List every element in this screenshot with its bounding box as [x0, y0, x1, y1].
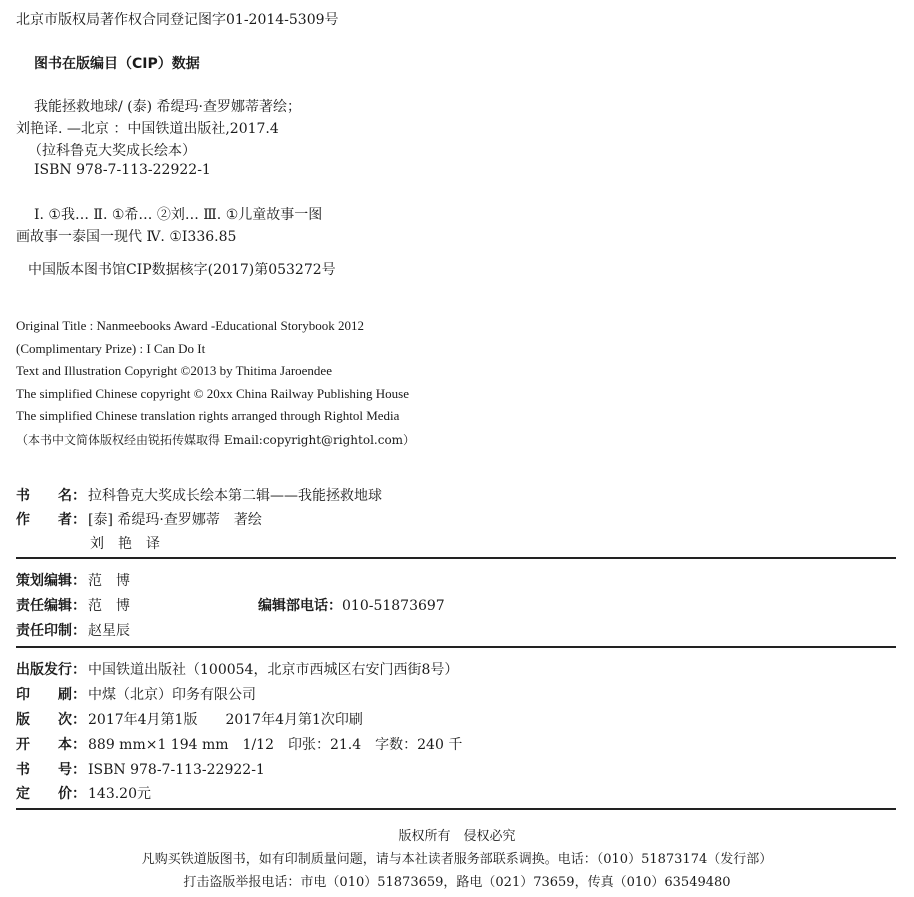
book-author-label: 作 者：	[16, 512, 86, 528]
edition-value: 2017年4月第1版 2017年4月第1次印刷	[88, 712, 363, 728]
publisher-value: 中国铁道出版社（100054，北京市西城区右安门西街8号）	[88, 662, 459, 678]
book-author-value: [泰] 希缇玛·查罗娜蒂 著绘	[88, 512, 262, 528]
cip-class-2: 画故事一泰国一现代 Ⅳ. ①I336.85	[16, 229, 237, 245]
cip-heading: 图书在版编目（CIP）数据	[34, 56, 200, 72]
publisher-label: 出版发行：	[16, 662, 86, 678]
isbn-value: ISBN 978-7-113-22922-1	[88, 762, 265, 778]
original-line-3: Text and Illustration Copyright ©2013 by Thitima Jaroendee	[16, 363, 332, 378]
book-translator: 刘 艳 译	[90, 536, 160, 552]
original-line-4: The simplified Chinese copyright © 20xx China Railway Publishing House	[16, 386, 409, 401]
responsible-editor-label: 责任编辑：	[16, 598, 86, 614]
printing-supervisor-row	[16, 620, 130, 640]
original-line-1: Original Title : Nanmeebooks Award -Educational Storybook 2012	[16, 318, 364, 333]
editorial-phone	[258, 595, 445, 615]
editorial-phone-value: 010-51873697	[342, 598, 445, 614]
isbn-label: 书 号：	[16, 762, 86, 778]
divider-3	[16, 808, 896, 810]
printer-row	[16, 684, 256, 704]
original-line-2: (Complimentary Prize) : I Can Do It	[16, 341, 206, 356]
book-title-label: 书 名：	[16, 488, 86, 504]
cip-class-1: Ⅰ. ①我… Ⅱ. ①希… ②刘… Ⅲ. ①儿童故事一图	[34, 207, 323, 223]
format-value: 889 mm×1 194 mm 1/12 印张：21.4 字数：240 千	[88, 737, 463, 753]
price-label: 定 价：	[16, 786, 86, 802]
edition-row	[16, 709, 363, 729]
printer-label: 印 刷：	[16, 687, 86, 703]
price-row	[16, 783, 151, 803]
quality-notice: 凡购买铁道版图书，如有印制质量问题，请与本社读者服务部联系调换。电话：（010）51873174（发行部）	[141, 852, 773, 867]
planning-editor-value: 范 博	[88, 573, 130, 589]
planning-editor-label: 策划编辑：	[16, 573, 86, 589]
divider-2	[16, 646, 896, 648]
cip-isbn: ISBN 978-7-113-22922-1	[34, 162, 211, 178]
cip-line-2: 刘艳译. —北京 ：中国铁道出版社,2017.4	[16, 121, 279, 137]
printing-supervisor-label: 责任印制：	[16, 623, 86, 639]
format-row	[16, 734, 462, 754]
cip-record: 中国版本图书馆CIP数据核字(2017)第053272号	[28, 262, 336, 278]
anti-piracy-hotline: 打击盗版举报电话：市电（010）51873659，路电（021）73659，传真（010）63549480	[183, 875, 731, 890]
publisher-row	[16, 659, 458, 679]
book-title-row	[16, 485, 382, 505]
responsible-editor-row	[16, 595, 130, 615]
original-line-6: （本书中文简体版权经由锐拓传媒取得 Email:copyright@rightol.com）	[16, 433, 416, 447]
cip-line-1: 我能拯救地球/ (泰) 希缇玛·查罗娜蒂著绘；	[34, 99, 301, 115]
printer-value: 中煤（北京）印务有限公司	[88, 687, 256, 703]
cip-line-3: （拉科鲁克大奖成长绘本）	[28, 143, 196, 159]
price-value: 143.20元	[88, 786, 151, 802]
printing-supervisor-value: 赵星辰	[88, 623, 130, 639]
editorial-phone-label: 编辑部电话：	[258, 598, 342, 614]
copyright-registration: 北京市版权局著作权合同登记图字01-2014-5309号	[16, 12, 339, 28]
book-author-row	[16, 509, 262, 529]
isbn-row	[16, 759, 265, 779]
book-title-value: 拉科鲁克大奖成长绘本第二辑——我能拯救地球	[88, 488, 382, 504]
original-line-5: The simplified Chinese translation rights arranged through Rightol Media	[16, 408, 400, 423]
responsible-editor-value: 范 博	[88, 598, 130, 614]
divider-1	[16, 557, 896, 559]
planning-editor-row	[16, 570, 130, 590]
edition-label: 版 次：	[16, 712, 86, 728]
format-label: 开 本：	[16, 737, 86, 753]
rights-reserved: 版权所有 侵权必究	[398, 829, 516, 844]
